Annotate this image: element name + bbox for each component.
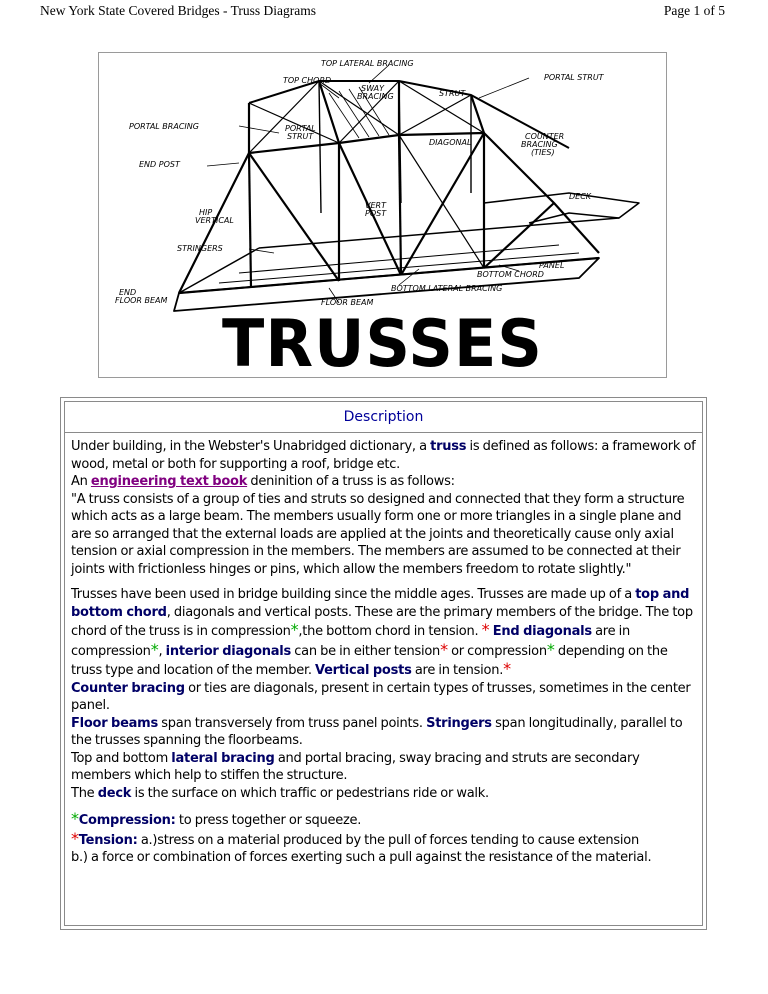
text: , diagonals and vertical posts. These are the primary members of the bridge. The top chord of the truss is in compression	[71, 604, 693, 639]
tension-definition-a: a.)stress on a material produced by the pull of forces tending to cause extension	[137, 832, 639, 848]
term-deck: deck	[97, 785, 132, 801]
text: depending on the truss type and location of the member.	[71, 643, 668, 678]
term-counter-bracing: Counter bracing	[71, 680, 185, 696]
term-lateral-bracing: lateral bracing	[171, 750, 275, 766]
page-header	[0, 0, 768, 30]
paragraph-definition	[71, 438, 698, 578]
tension-star: *	[71, 828, 79, 848]
text: can be in either tension	[290, 643, 441, 659]
document-title: New York State Covered Bridges - Truss Diagrams	[40, 3, 316, 18]
label-counter-bracing-3: (TIES)	[531, 148, 555, 157]
text: and portal bracing, sway bracing and struts are secondary members which help to stiffen the structure.	[71, 750, 640, 783]
label-portal-bracing: PORTAL BRACING	[129, 122, 199, 131]
label-diagonal: DIAGONAL	[429, 138, 472, 147]
paragraph-members	[71, 586, 698, 802]
description-content	[71, 438, 698, 867]
term-compression: Compression:	[78, 813, 176, 828]
label-counter-bracing-2: BRACING	[521, 140, 558, 149]
term-chords: top and bottom chord	[71, 587, 690, 620]
label-portal-strut: PORTAL STRUT	[544, 73, 604, 82]
text: or ties are diagonals, present in certain types of trusses, sometimes in the center panel.	[71, 680, 691, 713]
figure-title: TRUSSES	[222, 305, 543, 382]
tension-star: *	[440, 639, 448, 659]
label-vert-post-1: VERT	[365, 201, 386, 210]
description-cell	[64, 401, 703, 926]
label-portal-strut-inner-1: PORTAL	[285, 124, 316, 133]
term-stringers: Stringers	[426, 715, 492, 731]
label-top-chord: TOP CHORD	[283, 76, 332, 85]
label-stringers: STRINGERS	[177, 244, 223, 253]
label-bottom-lateral-bracing: BOTTOM LATERAL BRACING	[391, 284, 503, 293]
label-bottom-chord: BOTTOM CHORD	[477, 270, 544, 279]
description-heading: Description	[65, 402, 702, 433]
term-truss: truss	[430, 439, 467, 454]
compression-definition: to press together or squeeze.	[175, 813, 362, 828]
text: An	[71, 474, 91, 489]
text: ,the bottom chord in tension.	[298, 624, 482, 639]
label-hip-vertical-2: VERTICAL	[195, 216, 234, 225]
term-end-diagonals: End diagonals	[492, 624, 592, 639]
description-table	[60, 397, 707, 930]
text: Under building, in the Webster's Unabridged dictionary, a	[71, 439, 431, 454]
page-number: Page 1 of 5	[663, 3, 725, 18]
label-end-floor-beam-2: FLOOR BEAM	[115, 296, 168, 305]
text: or compression	[447, 643, 547, 659]
label-end-post: END POST	[139, 160, 180, 169]
text: span longitudinally, parallel to the trusses spanning the floorbeams.	[71, 715, 683, 748]
text: is the surface on which traffic or pedestrians ride or walk.	[131, 785, 489, 801]
term-interior-diagonals: interior diagonals	[165, 643, 291, 659]
compression-star: *	[150, 639, 159, 659]
label-hip-vertical-1: HIP	[199, 208, 213, 217]
truss-quote: "A truss consists of a group of ties and struts so designed and connected that they form a structure which acts as a large beam. The members usually form one or more triangles in a single plane and are so arranged that the external loads are applied at the joints and theoretically cause only axial tension or axial compression in the members. The members are assumed to be connected at their joints with frictionless hinges or pins, which allow the members freedom to rotate slightly."	[71, 491, 685, 577]
compression-star: *	[546, 639, 555, 659]
term-tension: Tension:	[78, 832, 138, 848]
text: deninition of a truss is as follows:	[247, 474, 455, 489]
tension-star: *	[481, 620, 490, 639]
label-deck: DECK	[569, 192, 592, 201]
label-sway-bracing-1: SWAY	[361, 84, 384, 93]
label-portal-strut-inner-2: STRUT	[287, 132, 314, 141]
label-floor-beam: FLOOR BEAM	[321, 298, 374, 307]
text: The	[71, 785, 98, 801]
definitions	[71, 810, 698, 867]
label-panel: PANEL	[539, 261, 565, 270]
label-counter-bracing-1: COUNTER	[525, 132, 565, 141]
tension-definition-b: b.) a force or combination of forces exerting such a pull against the resistance of the material.	[71, 850, 652, 865]
engineering-text-book-link[interactable]: engineering text book	[90, 474, 248, 489]
text: span transversely from truss panel points.	[157, 715, 427, 731]
truss-diagram	[98, 52, 667, 382]
label-top-lateral-bracing: TOP LATERAL BRACING	[321, 59, 414, 68]
term-vertical-posts: Vertical posts	[315, 663, 412, 678]
term-floor-beams: Floor beams	[71, 715, 158, 731]
text: is defined as follows: a framework of wood, metal or both for supporting a roof, bridge etc.	[71, 439, 696, 472]
text: ,	[158, 643, 166, 659]
compression-star: *	[71, 809, 79, 828]
label-end-floor-beam-1: END	[119, 288, 137, 297]
text: Top and bottom	[71, 750, 172, 766]
label-vert-post-2: POST	[365, 209, 387, 218]
label-sway-bracing-2: BRACING	[357, 92, 394, 101]
text: are in compression	[71, 624, 631, 659]
text: Trusses have been used in bridge building since the middle ages. Trusses are made up of a	[71, 587, 636, 602]
compression-star: *	[290, 620, 299, 639]
tension-star: *	[503, 659, 511, 678]
label-strut: STRUT	[439, 89, 466, 98]
text: are in tension.	[411, 663, 504, 678]
